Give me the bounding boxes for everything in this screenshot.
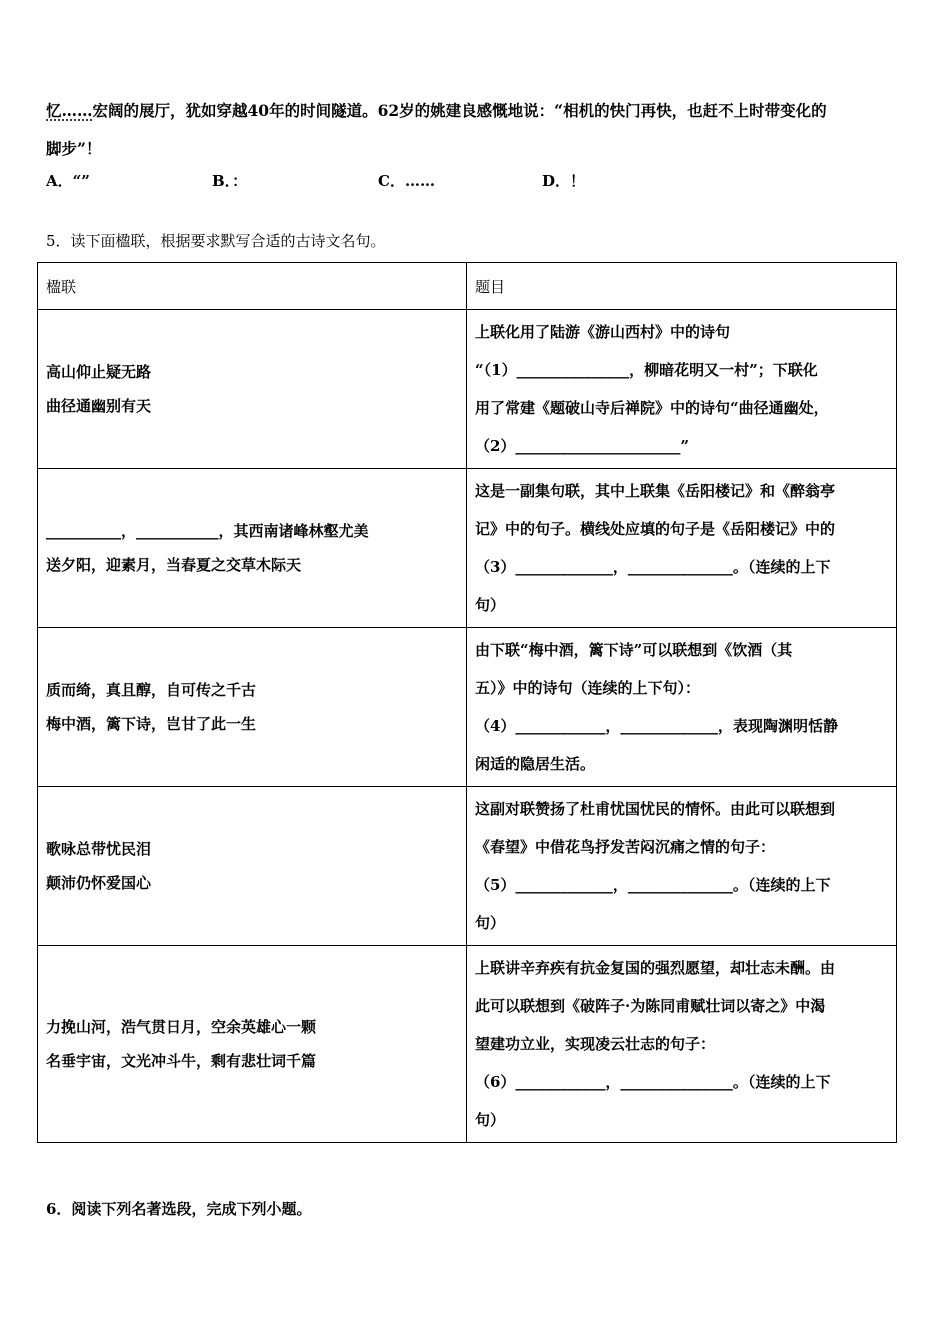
passage-line2: 脚步”！ (46, 139, 102, 158)
option-b[interactable]: B．： (212, 172, 248, 190)
couplet-cell: 力挽山河，浩气贯日月，空余英雄心一颗 名垂宇宙，文光冲斗牛，剩有悲壮词千篇 (38, 946, 467, 1143)
passage-text (46, 92, 906, 168)
couplet-cell: 质而绮，真且醇，自可传之千古 梅中酒，篱下诗，岂甘了此一生 (38, 628, 467, 787)
table-row (38, 469, 897, 628)
header-task: 题目 (467, 263, 897, 310)
task-cell: 这是一副集句联，其中上联集《岳阳楼记》和《醉翁亭 记》中的句子。横线处应填的句子是《岳阳楼记》中的 （3）_____________，______________。（连续的上下 句） (467, 469, 897, 628)
option-c[interactable]: C．…… (378, 172, 435, 190)
task-cell: 由下联“梅中酒，篱下诗”可以联想到《饮酒（其 五）》中的诗句（连续的上下句）： （4）____________，_____________，表现陶渊明恬静 闲适的隐居生活。 (467, 628, 897, 787)
passage-line1: 宏阔的展厅，犹如穿越40年的时间隧道。62岁的姚建良感慨地说：“相机的快门再快，也赶不上时带变化的 (92, 101, 827, 120)
table-row (38, 787, 897, 946)
couplet-cell: 歌咏总带忧民泪 颠沛仍怀爱国心 (38, 787, 467, 946)
couplet-cell: __________，___________，其西南诸峰林壑尤美 送夕阳，迎素月，当春夏之交草木际天 (38, 469, 467, 628)
answer-options (46, 170, 906, 194)
table-row (38, 946, 897, 1143)
couplet-table (37, 262, 897, 1143)
table-row (38, 628, 897, 787)
header-couplet: 楹联 (38, 263, 467, 310)
task-cell: 这副对联赞扬了杜甫忧国忧民的情怀。由此可以联想到 《春望》中借花鸟抒发苦闷沉痛之情的句子： （5）_____________，______________。（连续的上下 句） (467, 787, 897, 946)
table-row (38, 310, 897, 469)
option-a[interactable]: A．“” (46, 172, 90, 190)
table-header-row (38, 263, 897, 310)
question6-prompt: 6．阅读下列名著选段，完成下列小题。 (46, 1200, 312, 1218)
question5-prompt: 5．读下面楹联，根据要求默写合适的古诗文名句。 (46, 232, 386, 250)
task-cell: 上联讲辛弃疾有抗金复国的强烈愿望，却壮志未酬。由 此可以联想到《破阵子·为陈同甫赋壮词以寄之》中渴 望建功立业，实现凌云壮志的句子： （6）____________，_______________。（连续的上下 句） (467, 946, 897, 1143)
passage-dotted-start: 忆…… (46, 101, 93, 120)
couplet-cell: 高山仰止疑无路 曲径通幽别有天 (38, 310, 467, 469)
option-d[interactable]: D．！ (542, 172, 586, 190)
task-cell: 上联化用了陆游《游山西村》中的诗句 “（1）_______________，柳暗花明又一村”；下联化 用了常建《题破山寺后禅院》中的诗句“曲径通幽处， （2）______________________” (467, 310, 897, 469)
